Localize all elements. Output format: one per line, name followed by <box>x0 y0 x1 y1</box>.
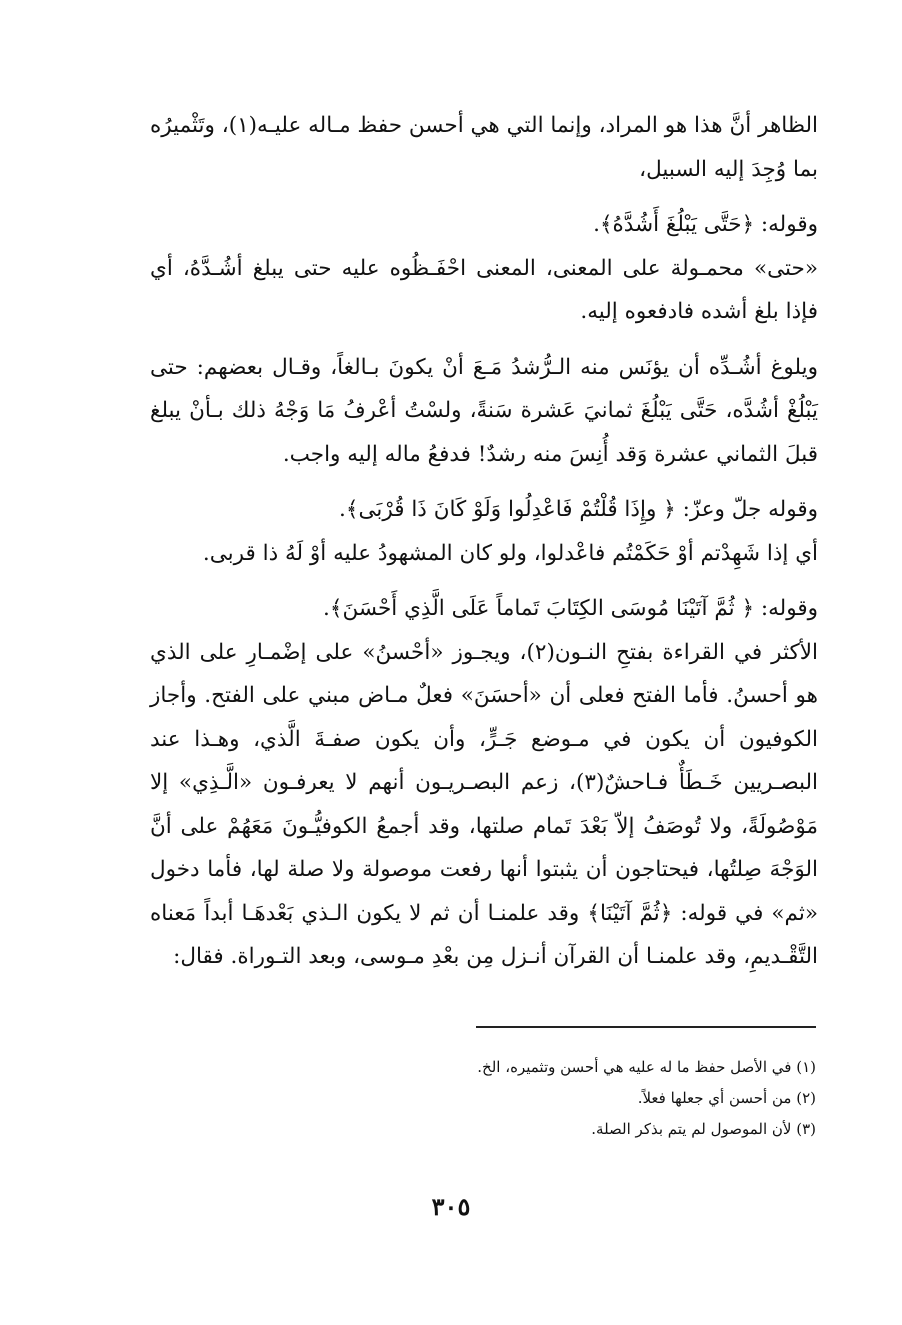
paragraph-2-verse: وقوله: ﴿حَتَّى يَبْلُغَ أَشُدَّهُ﴾. <box>593 212 818 237</box>
footnote-1: (١) في الأصل حفظ ما له عليه هي أحسن وتثميره، الخ. <box>477 1058 816 1076</box>
paragraph-5-verse: وقوله جلّ وعزّ: ﴿ وإِذَا قُلْتُمْ فَاعْدِلُوا وَلَوْ كَانَ ذَا قُرْبَى﴾. <box>339 497 818 522</box>
paragraph-7-verse: وقوله: ﴿ ثُمَّ آتَيْنَا مُوسَى الكِتَابَ تَماماً عَلَى الَّذِي أَحْسَنَ﴾. <box>323 596 818 621</box>
footnote-divider <box>476 1026 816 1028</box>
footnote-2: (٢) من أحسن أي جعلها فعلاً. <box>637 1089 816 1107</box>
paragraph-4: ويلوغ أشُـدِّه أن يؤنَس منه الـرُّشدُ مَـعَ أنْ يكونَ بـالغاً، وقـال بعضهم: حتى يَبْلُغْ أشُدَّه، حَتَّى يَبْلُغَ ثمانيَ عَشرة سَنةً، ولسْتُ أعْرفُ مَا وَجْهُ ذلك بـأنْ يبلغ قبلَ الثماني عشرة وَقد أُنِسَ منه رشدٌ! فدفعُ ماله إليه واجب. <box>150 354 818 467</box>
page-number: ٣٠٥ <box>431 1192 471 1221</box>
paragraph-1: الظاهر أنَّ هذا هو المراد، وإنما التي هي أحسن حفظ مـاله عليـه(١)، وتَثْميرُه بما وُجِدَ إليه السبيل، <box>150 113 818 182</box>
footnotes <box>200 1052 816 1145</box>
footnote-3: (٣) لأن الموصول لم يتم بذكر الصلة. <box>591 1120 816 1138</box>
paragraph-6: أي إذا شَهِدْتم أوْ حَكَمْتُم فاعْدلوا، ولو كان المشهودُ عليه أوْ لَهُ ذا قربى. <box>202 540 818 566</box>
main-text <box>150 104 818 979</box>
paragraph-8: الأكثر في القراءة بفتحِ النـون(٢)، ويجـوز «أحْسنُ» على إضْمـارِ على الذي هو أحسنُ. فأما الفتح فعلى أن «أحسَنَ» فعلٌ مـاض مبني على الفتح. وأجاز الكوفيون أن يكون في مـوضع جَـرٍّ، وأن يكون صفـةَ الَّذي، وهـذا عند البصـريين خَـطَأٌ فـاحشٌ(٣)، زعم البصـريـون أنهم لا يعرفـون «الَّـذِي» إلا مَوْصُولَةً، ولا تُوصَفُ إلاّ بَعْدَ تَمام صلتها، وقد أجمعُ الكوفيُّـونَ مَعَهُمْ على أنَّ الوَجْهَ صِلتُها، فيحتاجون أن يثبتوا أنها رفعت موصولة ولا صلة لها، فأما دخول «ثم» في قوله: ﴿ثُمَّ آتَيْنَا﴾ وقد علمنـا أن ثم لا يكون الـذي بَعْدهَـا أبداً مَعناه التَّقْـديمِ، وقد علمنـا أن القرآن أنـزل مِن بعْدِ مـوسى، وبعد التـوراة. فقال: <box>150 639 818 969</box>
paragraph-3: «حتى» محمـولة على المعنى، المعنى احْفَـظُوه عليه حتى يبلغ أشُـدَّهُ، أي فإذا بلغ أشده فادفعوه إليه. <box>150 255 818 324</box>
